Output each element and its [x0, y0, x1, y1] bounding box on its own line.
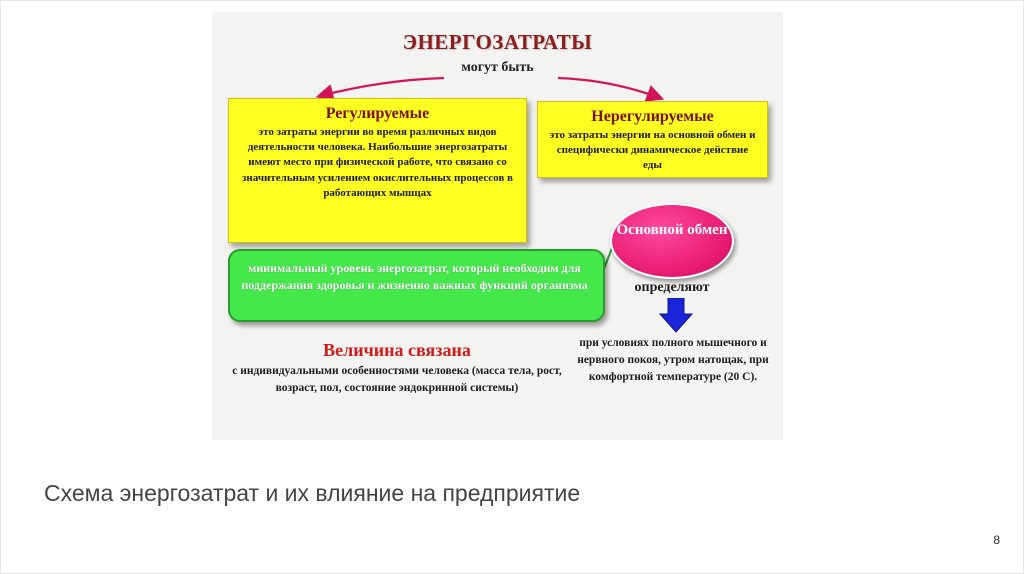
arrow-to-unregulated: [558, 78, 660, 98]
magnitude-heading: Величина связана: [323, 340, 471, 360]
diagram-title: ЭНЕРГОЗАТРАТЫ: [402, 30, 593, 54]
basal-metabolism-definition: минимальный уровень энергозатрат, который необходим для поддержания здоровья и жизненно важных функций организма: [228, 249, 605, 322]
energy-costs-diagram: [212, 12, 783, 440]
unregulated-box: [537, 101, 768, 178]
unregulated-heading: Нерегулируемые: [591, 108, 714, 125]
regulated-text: это затраты энергии во время различных видов деятельности человека. Наибольшие энергозатраты имеют место при физической работе, что связано со значительным усилением окислительных процессов в работающих мышцах: [242, 126, 513, 199]
unregulated-text: это затраты энергии на основной обмен и специфически динамическое действие еды: [549, 129, 756, 172]
regulated-heading: Регулируемые: [325, 105, 430, 122]
down-arrow-icon: [658, 298, 694, 334]
diagram-subtitle: могут быть: [461, 60, 534, 75]
magnitude-text: с индивидуальными особенностями человека (масса тела, рост, возраст, пол, состояние эндокринной системы): [232, 365, 562, 394]
basal-metabolism-oval: Основной обмен: [610, 203, 734, 279]
defines-label: определяют: [634, 280, 710, 295]
arrow-to-regulated: [320, 78, 444, 96]
page-number: 8: [993, 533, 1000, 547]
slide-caption: Схема энергозатрат и их влияние на предприятие: [44, 480, 581, 506]
conditions-text: при условиях полного мышечного и нервного покоя, утром натощак, при комфортной температуре (20 С).: [577, 337, 769, 383]
regulated-box: [228, 98, 527, 243]
